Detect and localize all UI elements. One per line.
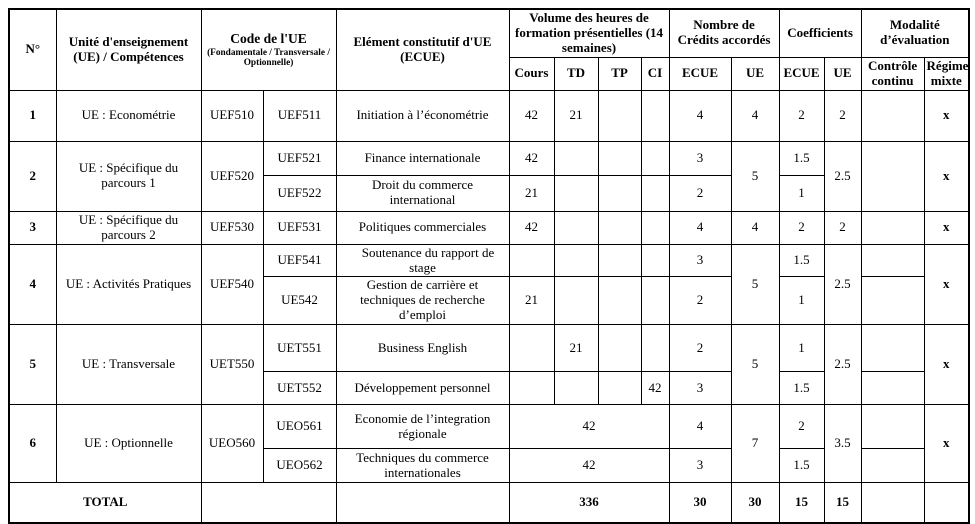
r1-ecue-name: Initiation à l’économétrie [336, 90, 509, 141]
header-controle-continu: Contrôle continu [861, 57, 924, 90]
r5b-cours [509, 372, 554, 405]
header-ci: CI [641, 57, 669, 90]
r1-cours: 42 [509, 90, 554, 141]
r4b-controle [861, 277, 924, 325]
r5a-controle [861, 325, 924, 372]
r6b-controle [861, 449, 924, 483]
r4a-credit-ecue: 3 [669, 244, 731, 277]
r2b-tp [598, 175, 641, 211]
r4b-td [554, 277, 598, 325]
r1-ci [641, 90, 669, 141]
r6a-coef-ecue: 2 [779, 405, 824, 449]
r4-regime-mixte: x [924, 244, 969, 325]
r6-no: 6 [9, 405, 56, 483]
r4a-cours [509, 244, 554, 277]
table-row [9, 211, 969, 244]
header-coef-ue: UE [824, 57, 861, 90]
table-row [9, 141, 969, 175]
r4b-credit-ecue: 2 [669, 277, 731, 325]
r3-credit-ue: 4 [731, 211, 779, 244]
table-row [9, 244, 969, 277]
r4a-td [554, 244, 598, 277]
r5b-coef-ecue: 1.5 [779, 372, 824, 405]
r3-ci [641, 211, 669, 244]
header-credit-ecue: ECUE [669, 57, 731, 90]
r6a-ecue-name: Economie de l’integration régionale [336, 405, 509, 449]
r2a-cours: 42 [509, 141, 554, 175]
r3-credit-ecue: 4 [669, 211, 731, 244]
r6-coef-ue: 3.5 [824, 405, 861, 483]
r5a-tp [598, 325, 641, 372]
total-coef-ecue: 15 [779, 483, 824, 523]
r5a-ecue-code: UET551 [263, 325, 336, 372]
r6b-ecue-name: Techniques du commerce internationales [336, 449, 509, 483]
r6b-coef-ecue: 1.5 [779, 449, 824, 483]
r5a-coef-ecue: 1 [779, 325, 824, 372]
course-credits-table [8, 8, 970, 524]
r1-coef-ue: 2 [824, 90, 861, 141]
r3-coef-ecue: 2 [779, 211, 824, 244]
r6b-ecue-code: UEO562 [263, 449, 336, 483]
r6-regime-mixte: x [924, 405, 969, 483]
r2-ue-name: UE : Spécifique du parcours 1 [56, 141, 201, 211]
header-no: N° [9, 9, 56, 90]
r5-ue-name: UE : Transversale [56, 325, 201, 405]
r2-ue-code: UEF520 [201, 141, 263, 211]
r4b-ecue-name: Gestion de carrière et techniques de recherche d’emploi [336, 277, 509, 325]
r5a-td: 21 [554, 325, 598, 372]
r5a-cours [509, 325, 554, 372]
r4b-coef-ecue: 1 [779, 277, 824, 325]
header-modalite: Modalité d’évaluation [861, 9, 969, 57]
header-code [201, 9, 336, 90]
r1-tp [598, 90, 641, 141]
r3-ecue-code: UEF531 [263, 211, 336, 244]
header-credit-ue: UE [731, 57, 779, 90]
r4-ue-code: UEF540 [201, 244, 263, 325]
r3-cours: 42 [509, 211, 554, 244]
r5-no: 5 [9, 325, 56, 405]
r4b-ecue-code: UE542 [263, 277, 336, 325]
r4a-controle [861, 244, 924, 277]
r3-regime-mixte: x [924, 211, 969, 244]
r5b-tp [598, 372, 641, 405]
header-td: TD [554, 57, 598, 90]
header-coefficients: Coefficients [779, 9, 861, 57]
header-tp: TP [598, 57, 641, 90]
r4a-ci [641, 244, 669, 277]
r3-coef-ue: 2 [824, 211, 861, 244]
r3-ecue-name: Politiques commerciales [336, 211, 509, 244]
r2a-ecue-code: UEF521 [263, 141, 336, 175]
header-regime-mixte: Régime mixte [924, 57, 969, 90]
r4b-tp [598, 277, 641, 325]
r6a-credit-ecue: 4 [669, 405, 731, 449]
r5-coef-ue: 2.5 [824, 325, 861, 405]
r1-coef-ecue: 2 [779, 90, 824, 141]
total-coef-ue: 15 [824, 483, 861, 523]
total-credit-ue: 30 [731, 483, 779, 523]
r6b-credit-ecue: 3 [669, 449, 731, 483]
header-code-title: Code de l'UE [230, 31, 307, 47]
r6a-ecue-code: UEO561 [263, 405, 336, 449]
total-code-empty [201, 483, 336, 523]
r1-regime-mixte: x [924, 90, 969, 141]
r5a-credit-ecue: 2 [669, 325, 731, 372]
r2b-ecue-name: Droit du commerce international [336, 175, 509, 211]
total-label: TOTAL [9, 483, 201, 523]
r3-td [554, 211, 598, 244]
r1-ue-name: UE : Econométrie [56, 90, 201, 141]
total-regime-empty [924, 483, 969, 523]
r6a-hours-merged: 42 [509, 405, 669, 449]
r2b-ecue-code: UEF522 [263, 175, 336, 211]
r3-no: 3 [9, 211, 56, 244]
r5b-ecue-code: UET552 [263, 372, 336, 405]
r6-ue-name: UE : Optionnelle [56, 405, 201, 483]
r4-credit-ue: 5 [731, 244, 779, 325]
r2b-credit-ecue: 2 [669, 175, 731, 211]
r4-coef-ue: 2.5 [824, 244, 861, 325]
header-ue: Unité d'enseignement (UE) / Compétences [56, 9, 201, 90]
r3-ue-name: UE : Spécifique du parcours 2 [56, 211, 201, 244]
r5-ue-code: UET550 [201, 325, 263, 405]
header-ecue: Elément constitutif d'UE (ECUE) [336, 9, 509, 90]
r4a-ecue-code: UEF541 [263, 244, 336, 277]
r2a-credit-ecue: 3 [669, 141, 731, 175]
r3-ue-code: UEF530 [201, 211, 263, 244]
r5b-ci: 42 [641, 372, 669, 405]
r5b-credit-ecue: 3 [669, 372, 731, 405]
header-credits: Nombre de Crédits accordés [669, 9, 779, 57]
r5b-controle [861, 372, 924, 405]
r2-credit-ue: 5 [731, 141, 779, 211]
table-row [9, 325, 969, 372]
total-credit-ecue: 30 [669, 483, 731, 523]
r2b-td [554, 175, 598, 211]
r3-controle [861, 211, 924, 244]
r5a-ecue-name: Business English [336, 325, 509, 372]
r2-no: 2 [9, 141, 56, 211]
r1-credit-ue: 4 [731, 90, 779, 141]
r5b-td [554, 372, 598, 405]
r6-ue-code: UEO560 [201, 405, 263, 483]
r4b-ci [641, 277, 669, 325]
r2-controle [861, 141, 924, 211]
r2b-coef-ecue: 1 [779, 175, 824, 211]
total-ecue-empty [336, 483, 509, 523]
r4-no: 4 [9, 244, 56, 325]
r5a-ci [641, 325, 669, 372]
r5-regime-mixte: x [924, 325, 969, 405]
r2a-ci [641, 141, 669, 175]
total-row [9, 483, 969, 523]
r2-regime-mixte: x [924, 141, 969, 211]
r1-td: 21 [554, 90, 598, 141]
r2a-ecue-name: Finance internationale [336, 141, 509, 175]
r3-tp [598, 211, 641, 244]
r4b-cours: 21 [509, 277, 554, 325]
r2-coef-ue: 2.5 [824, 141, 861, 211]
r1-controle [861, 90, 924, 141]
r4a-ecue-name: Soutenance du rapport de stage [336, 244, 509, 277]
header-code-subtitle: (Fondamentale / Transversale / Optionnelle) [207, 47, 330, 69]
r1-no: 1 [9, 90, 56, 141]
r1-ue-code: UEF510 [201, 90, 263, 141]
r5b-ecue-name: Développement personnel [336, 372, 509, 405]
header-row-main [9, 9, 969, 57]
r2a-tp [598, 141, 641, 175]
r6-credit-ue: 7 [731, 405, 779, 483]
r2b-ci [641, 175, 669, 211]
r1-credit-ecue: 4 [669, 90, 731, 141]
total-controle-empty [861, 483, 924, 523]
r2a-td [554, 141, 598, 175]
r6a-controle [861, 405, 924, 449]
header-coef-ecue: ECUE [779, 57, 824, 90]
table-row [9, 90, 969, 141]
header-hours: Volume des heures de formation présentielles (14 semaines) [509, 9, 669, 57]
r6b-hours-merged: 42 [509, 449, 669, 483]
table-row [9, 405, 969, 449]
r5-credit-ue: 5 [731, 325, 779, 405]
total-hours: 336 [509, 483, 669, 523]
header-cours: Cours [509, 57, 554, 90]
r4a-coef-ecue: 1.5 [779, 244, 824, 277]
r2a-coef-ecue: 1.5 [779, 141, 824, 175]
r1-ecue-code: UEF511 [263, 90, 336, 141]
r4-ue-name: UE : Activités Pratiques [56, 244, 201, 325]
r4a-tp [598, 244, 641, 277]
r2b-cours: 21 [509, 175, 554, 211]
